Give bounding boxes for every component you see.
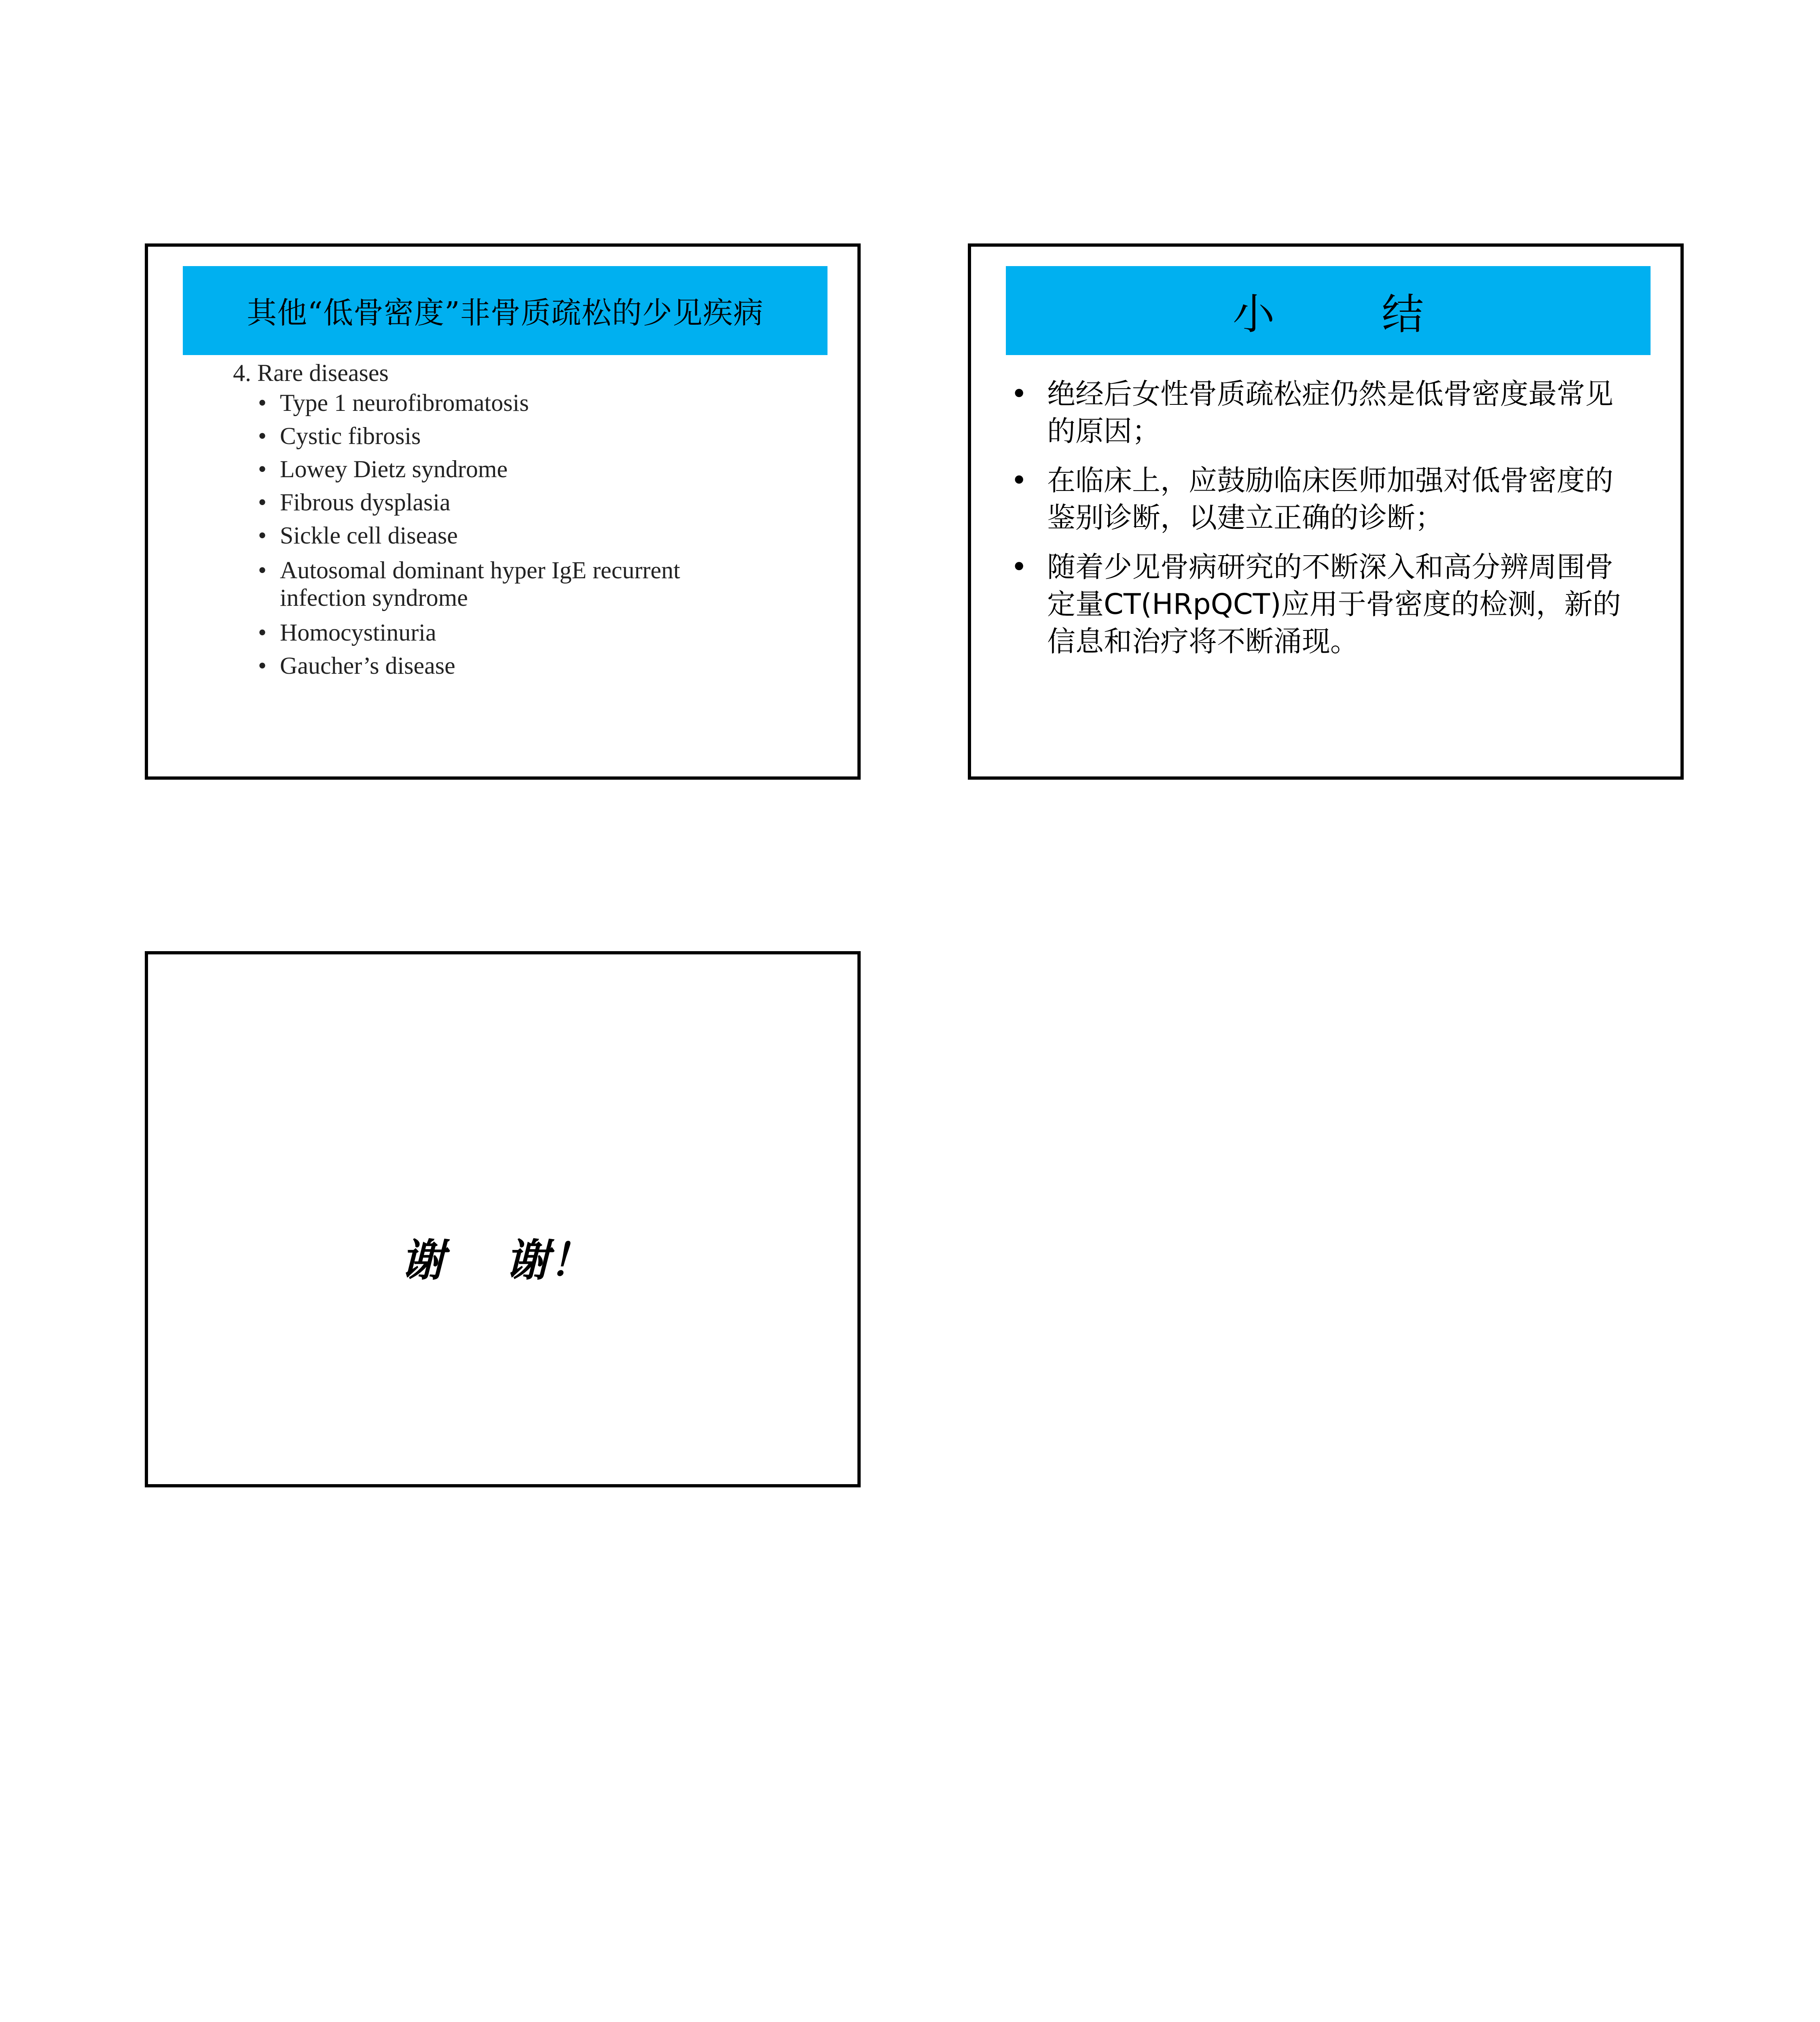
list-item: • Sickle cell disease [256, 523, 757, 548]
list-heading: 4. Rare diseases [233, 360, 389, 386]
bullet-list [256, 391, 757, 687]
slide-thanks [145, 951, 861, 1487]
list-item: • Cystic fibrosis [256, 424, 757, 448]
list-item: • 随着少见骨病研究的不断深入和高分辨周围骨定量CT(HRpQCT)应用于骨密度的检测，新的信息和治疗将不断涌现。 [1008, 548, 1639, 660]
slide-rare-diseases [145, 243, 861, 780]
list-item: • Homocystinuria [256, 620, 757, 645]
list-item: • Lowey Dietz syndrome [256, 457, 757, 481]
slide-title: 小 结 [1232, 290, 1424, 339]
list-item: • 在临床上，应鼓励临床医师加强对低骨密度的鉴别诊断，以建立正确的诊断； [1008, 462, 1639, 536]
slide-summary [968, 243, 1684, 780]
list-item: • Fibrous dysplasia [256, 490, 757, 514]
list-item: • Autosomal dominant hyper IgE recurrent infection syndrome [256, 556, 757, 611]
slide-title-bar [1006, 266, 1651, 355]
bullet-list [1008, 375, 1639, 672]
slide-title: 其他“低骨密度”非骨质疏松的少见疾病 [247, 296, 764, 330]
slide-title-bar [183, 266, 827, 355]
list-item: • Type 1 neurofibromatosis [256, 391, 757, 415]
thanks-text: 谢 谢！ [400, 1235, 593, 1286]
list-item: • 绝经后女性骨质疏松症仍然是低骨密度最常见的原因； [1008, 375, 1639, 450]
list-item: • Gaucher’s disease [256, 654, 757, 678]
